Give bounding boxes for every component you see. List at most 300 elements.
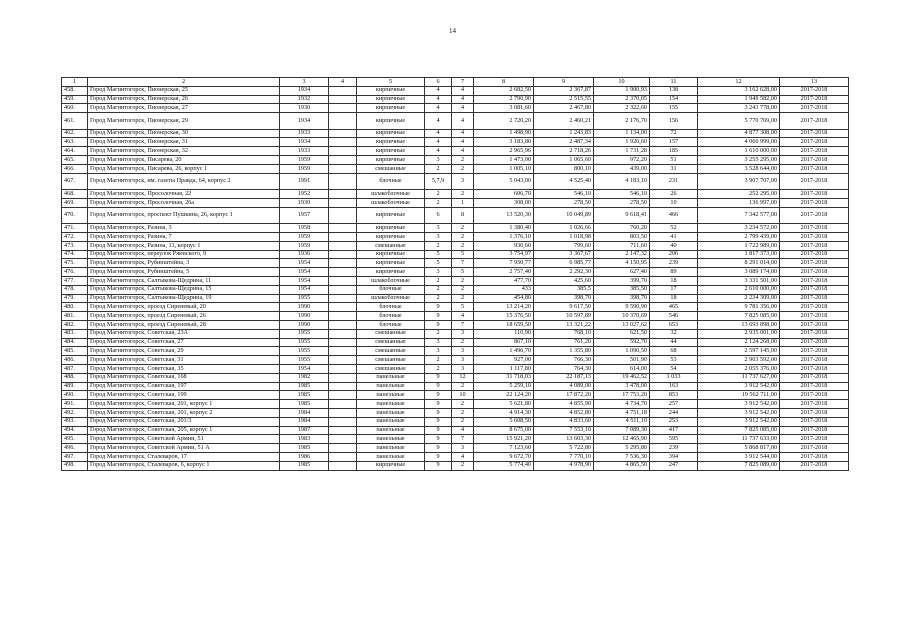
cell-residential-area: 761,20 — [534, 338, 594, 347]
cell-row-number: 485. — [62, 347, 88, 356]
cell-private-area: 398,70 — [594, 294, 650, 303]
table-row — [62, 207, 849, 224]
cell-residents: 853 — [650, 391, 698, 400]
cell-repair-period: 2017-2018 — [780, 303, 849, 312]
cell-row-number: 463. — [62, 138, 88, 147]
cell-entrances: 4 — [452, 452, 474, 461]
table-row — [62, 138, 849, 147]
cell-residential-area: 1 026,66 — [534, 224, 594, 233]
cell-year-renovated — [329, 365, 357, 374]
cell-repair-cost: 3 331 501,00 — [698, 277, 780, 286]
cell-residents: 1 033 — [650, 373, 698, 382]
cell-wall-material: блочные — [357, 312, 425, 321]
cell-address: Город Магнитогорск, Сталеваров, 6, корпус 1 — [88, 461, 280, 470]
cell-private-area: 1 731,28 — [594, 147, 650, 156]
cell-private-area: 19 462,52 — [594, 373, 650, 382]
cell-year-renovated — [329, 338, 357, 347]
cell-residents: 68 — [650, 347, 698, 356]
cell-year-renovated — [329, 198, 357, 207]
cell-residential-area: 2 487,34 — [534, 138, 594, 147]
cell-repair-cost: 8 291 014,00 — [698, 259, 780, 268]
table-row — [62, 321, 849, 330]
cell-total-area: 867,10 — [474, 338, 534, 347]
cell-private-area: 711,60 — [594, 241, 650, 250]
cell-residential-area: 2 515,55 — [534, 95, 594, 104]
cell-entrances: 2 — [452, 156, 474, 165]
cell-total-area: 4 914,30 — [474, 409, 534, 418]
cell-floors: 2 — [425, 241, 452, 250]
cell-residential-area: 4 855,90 — [534, 400, 594, 409]
cell-repair-period: 2017-2018 — [780, 321, 849, 330]
cell-residential-area: 7 770,10 — [534, 452, 594, 461]
cell-total-area: 5 621,80 — [474, 400, 534, 409]
column-header-year-built: 3 — [280, 78, 329, 87]
cell-total-area: 2 965,96 — [474, 147, 534, 156]
cell-residents: 239 — [650, 259, 698, 268]
cell-row-number: 475. — [62, 259, 88, 268]
cell-repair-period: 2017-2018 — [780, 113, 849, 130]
cell-repair-cost: 7 825 089,00 — [698, 461, 780, 470]
cell-repair-cost: 1 949 582,00 — [698, 95, 780, 104]
table-row — [62, 373, 849, 382]
cell-total-area: 5 259,10 — [474, 382, 534, 391]
cell-residents: 18 — [650, 277, 698, 286]
cell-repair-period: 2017-2018 — [780, 391, 849, 400]
column-header-floors: 6 — [425, 78, 452, 87]
cell-wall-material: панельные — [357, 373, 425, 382]
cell-floors: 9 — [425, 426, 452, 435]
cell-residential-area: 1 065,60 — [534, 156, 594, 165]
cell-entrances: 4 — [452, 312, 474, 321]
cell-repair-period: 2017-2018 — [780, 426, 849, 435]
cell-total-area: 5 608,50 — [474, 417, 534, 426]
table-row — [62, 294, 849, 303]
cell-address: Город Магнитогорск, Салтыкова-Щедрина, 11 — [88, 277, 280, 286]
cell-address: Город Магнитогорск, Советская, 205, корпус 1 — [88, 426, 280, 435]
cell-residents: 51 — [650, 156, 698, 165]
cell-private-area: 17 753,20 — [594, 391, 650, 400]
cell-floors: 5 — [425, 250, 452, 259]
cell-year-renovated — [329, 435, 357, 444]
column-header-repair-cost: 12 — [698, 78, 780, 87]
cell-address: Город Магнитогорск, Салтыкова-Щедрина, 19 — [88, 294, 280, 303]
cell-private-area: 2 370,05 — [594, 95, 650, 104]
cell-entrances: 12 — [452, 373, 474, 382]
cell-floors: 4 — [425, 147, 452, 156]
cell-repair-period: 2017-2018 — [780, 400, 849, 409]
cell-total-area: 1 005,10 — [474, 164, 534, 173]
cell-address: Город Магнитогорск, проезд Сиреневый, 20 — [88, 303, 280, 312]
cell-wall-material: шлакоблочные — [357, 277, 425, 286]
cell-address: Город Магнитогорск, Разина, 7 — [88, 233, 280, 242]
cell-wall-material: кирпичные — [357, 224, 425, 233]
cell-residents: 72 — [650, 129, 698, 138]
cell-repair-period: 2017-2018 — [780, 259, 849, 268]
cell-wall-material: кирпичные — [357, 113, 425, 130]
cell-row-number: 492. — [62, 409, 88, 418]
cell-repair-cost: 2 903 592,00 — [698, 356, 780, 365]
cell-row-number: 470. — [62, 207, 88, 224]
cell-floors: 2 — [425, 285, 452, 294]
cell-year-built: 1985 — [280, 444, 329, 453]
cell-year-renovated — [329, 285, 357, 294]
cell-private-area: 4 734,70 — [594, 400, 650, 409]
cell-residential-area: 7 553,10 — [534, 426, 594, 435]
cell-floors: 2 — [425, 329, 452, 338]
cell-repair-cost: 3 912 542,00 — [698, 382, 780, 391]
cell-entrances: 3 — [452, 444, 474, 453]
cell-address: Город Магнитогорск, Советская, 168 — [88, 373, 280, 382]
cell-wall-material: панельные — [357, 382, 425, 391]
cell-repair-cost: 5 868 817,00 — [698, 444, 780, 453]
cell-floors: 6 — [425, 207, 452, 224]
cell-year-built: 1936 — [280, 250, 329, 259]
cell-wall-material: кирпичные — [357, 233, 425, 242]
cell-private-area: 1 090,50 — [594, 347, 650, 356]
cell-entrances: 5 — [452, 268, 474, 277]
table-row — [62, 312, 849, 321]
cell-repair-cost: 3 912 542,00 — [698, 400, 780, 409]
cell-repair-period: 2017-2018 — [780, 233, 849, 242]
cell-row-number: 480. — [62, 303, 88, 312]
cell-private-area: 4 511,10 — [594, 417, 650, 426]
cell-private-area: 2 176,70 — [594, 113, 650, 130]
cell-residents: 247 — [650, 461, 698, 470]
cell-floors: 9 — [425, 321, 452, 330]
cell-floors: 4 — [425, 95, 452, 104]
cell-address: Город Магнитогорск, Сталеваров, 17 — [88, 452, 280, 461]
cell-wall-material: кирпичные — [357, 104, 425, 113]
cell-address: Город Магнитогорск, Советская, 199 — [88, 391, 280, 400]
cell-row-number: 488. — [62, 373, 88, 382]
cell-floors: 4 — [425, 113, 452, 130]
cell-year-renovated — [329, 138, 357, 147]
cell-entrances: 7 — [452, 321, 474, 330]
cell-private-area: 5 295,80 — [594, 444, 650, 453]
cell-floors: 2 — [425, 190, 452, 199]
cell-private-area: 1 900,93 — [594, 86, 650, 95]
cell-private-area: 501,90 — [594, 356, 650, 365]
column-header-residential-area: 9 — [534, 78, 594, 87]
cell-repair-cost: 3 907 707,00 — [698, 173, 780, 190]
cell-residents: 239 — [650, 444, 698, 453]
cell-year-renovated — [329, 356, 357, 365]
cell-year-built: 1985 — [280, 382, 329, 391]
cell-repair-period: 2017-2018 — [780, 241, 849, 250]
cell-year-built: 1955 — [280, 338, 329, 347]
cell-year-renovated — [329, 95, 357, 104]
cell-repair-period: 2017-2018 — [780, 285, 849, 294]
cell-entrances: 3 — [452, 329, 474, 338]
cell-year-built: 1955 — [280, 329, 329, 338]
cell-repair-cost: 3 089 174,00 — [698, 268, 780, 277]
cell-wall-material: блочные — [357, 173, 425, 190]
cell-residential-area: 10 597,89 — [534, 312, 594, 321]
table-row — [62, 173, 849, 190]
cell-repair-cost: 1 817 373,00 — [698, 250, 780, 259]
cell-address: Город Магнитогорск, Советская, 27 — [88, 338, 280, 347]
cell-repair-period: 2017-2018 — [780, 409, 849, 418]
cell-repair-period: 2017-2018 — [780, 435, 849, 444]
cell-floors: 3 — [425, 338, 452, 347]
cell-wall-material: панельные — [357, 426, 425, 435]
cell-residents: 41 — [650, 233, 698, 242]
cell-wall-material: смешанные — [357, 347, 425, 356]
cell-residents: 17 — [650, 285, 698, 294]
cell-year-renovated — [329, 233, 357, 242]
cell-year-built: 1985 — [280, 461, 329, 470]
cell-address: Город Магнитогорск, Салтыкова-Щедрина, 15 — [88, 285, 280, 294]
cell-private-area: 2 147,32 — [594, 250, 650, 259]
cell-address: Город Магнитогорск, Советская, 23А — [88, 329, 280, 338]
table-row — [62, 303, 849, 312]
cell-repair-cost: 3 234 572,00 — [698, 224, 780, 233]
table-row — [62, 382, 849, 391]
table-row — [62, 147, 849, 156]
table-row — [62, 356, 849, 365]
cell-wall-material: панельные — [357, 452, 425, 461]
cell-year-renovated — [329, 129, 357, 138]
cell-row-number: 465. — [62, 156, 88, 165]
cell-repair-cost: 1 610 000,00 — [698, 147, 780, 156]
cell-address: Город Магнитогорск, Советская, 201, корпус 2 — [88, 409, 280, 418]
cell-private-area: 4 751,18 — [594, 409, 650, 418]
cell-year-built: 1934 — [280, 86, 329, 95]
cell-address: Город Магнитогорск, Разина, 13, корпус 1 — [88, 241, 280, 250]
cell-wall-material: шлакоблочные — [357, 198, 425, 207]
cell-row-number: 484. — [62, 338, 88, 347]
cell-repair-cost: 136 997,00 — [698, 198, 780, 207]
cell-year-built: 1930 — [280, 198, 329, 207]
cell-repair-cost: 13 693 898,00 — [698, 321, 780, 330]
cell-total-area: 1 380,40 — [474, 224, 534, 233]
cell-repair-cost: 3 528 644,00 — [698, 164, 780, 173]
cell-wall-material: панельные — [357, 417, 425, 426]
cell-year-built: 1987 — [280, 426, 329, 435]
cell-residential-area: 1 018,98 — [534, 233, 594, 242]
cell-address: Город Магнитогорск, Советская, 31 — [88, 356, 280, 365]
cell-residential-area: 766,30 — [534, 356, 594, 365]
cell-residents: 653 — [650, 321, 698, 330]
cell-repair-period: 2017-2018 — [780, 86, 849, 95]
cell-year-built: 1954 — [280, 285, 329, 294]
cell-wall-material: смешанные — [357, 365, 425, 374]
cell-address: Город Магнитогорск, проезд Сиреневый, 26 — [88, 312, 280, 321]
cell-private-area: 760,20 — [594, 224, 650, 233]
cell-residential-area: 2 467,80 — [534, 104, 594, 113]
cell-repair-period: 2017-2018 — [780, 156, 849, 165]
cell-residents: 40 — [650, 241, 698, 250]
cell-row-number: 458. — [62, 86, 88, 95]
cell-repair-cost: 252 295,00 — [698, 190, 780, 199]
cell-entrances: 4 — [452, 113, 474, 130]
table-row — [62, 233, 849, 242]
cell-entrances: 2 — [452, 224, 474, 233]
cell-private-area: 9 618,41 — [594, 207, 650, 224]
cell-total-area: 3 754,97 — [474, 250, 534, 259]
cell-row-number: 479. — [62, 294, 88, 303]
cell-row-number: 495. — [62, 435, 88, 444]
table-row — [62, 198, 849, 207]
cell-address: Город Магнитогорск, Рубинштейна, 5 — [88, 268, 280, 277]
table-row — [62, 156, 849, 165]
cell-address: Город Магнитогорск, проспект Пушкина, 26, корпус 1 — [88, 207, 280, 224]
cell-residents: 206 — [650, 250, 698, 259]
cell-wall-material: смешанные — [357, 356, 425, 365]
cell-floors: 9 — [425, 444, 452, 453]
cell-total-area: 308,00 — [474, 198, 534, 207]
cell-year-renovated — [329, 277, 357, 286]
cell-address: Город Магнитогорск, Рубинштейна, 3 — [88, 259, 280, 268]
cell-repair-period: 2017-2018 — [780, 277, 849, 286]
cell-residents: 231 — [650, 173, 698, 190]
cell-address: Город Магнитогорск, Советская, 197 — [88, 382, 280, 391]
table-row — [62, 224, 849, 233]
cell-year-built: 1990 — [280, 312, 329, 321]
cell-total-area: 15 921,20 — [474, 435, 534, 444]
cell-address: Город Магнитогорск, Писарева, 20 — [88, 156, 280, 165]
cell-year-built: 1984 — [280, 417, 329, 426]
cell-repair-cost: 19 562 711,00 — [698, 391, 780, 400]
cell-repair-period: 2017-2018 — [780, 461, 849, 470]
cell-residential-area: 13 603,30 — [534, 435, 594, 444]
cell-year-built: 1985 — [280, 391, 329, 400]
cell-wall-material: панельные — [357, 409, 425, 418]
cell-floors: 2 — [425, 198, 452, 207]
cell-residential-area: 4 525,40 — [534, 173, 594, 190]
cell-residential-area: 1 243,83 — [534, 129, 594, 138]
cell-repair-period: 2017-2018 — [780, 190, 849, 199]
cell-total-area: 1 376,10 — [474, 233, 534, 242]
cell-residents: 89 — [650, 268, 698, 277]
cell-entrances: 2 — [452, 285, 474, 294]
cell-repair-cost: 2 234 309,00 — [698, 294, 780, 303]
cell-year-renovated — [329, 391, 357, 400]
cell-floors: 3 — [425, 224, 452, 233]
cell-floors: 9 — [425, 417, 452, 426]
column-header-total-area: 8 — [474, 78, 534, 87]
cell-floors: 9 — [425, 382, 452, 391]
cell-entrances: 2 — [452, 190, 474, 199]
cell-residential-area: 425,60 — [534, 277, 594, 286]
cell-wall-material: смешанные — [357, 338, 425, 347]
table-row — [62, 435, 849, 444]
table-row — [62, 426, 849, 435]
cell-entrances: 2 — [452, 233, 474, 242]
cell-residents: 185 — [650, 147, 698, 156]
cell-entrances: 2 — [452, 382, 474, 391]
cell-floors: 9 — [425, 391, 452, 400]
cell-repair-period: 2017-2018 — [780, 173, 849, 190]
cell-row-number: 461. — [62, 113, 88, 130]
cell-floors: 9 — [425, 373, 452, 382]
cell-address: Город Магнитогорск, проезд Сиреневый, 28 — [88, 321, 280, 330]
cell-row-number: 477. — [62, 277, 88, 286]
page-number: 14 — [449, 27, 456, 35]
cell-entrances: 5 — [452, 303, 474, 312]
cell-address: Город Магнитогорск, Просолочная, 22 — [88, 190, 280, 199]
cell-year-renovated — [329, 113, 357, 130]
cell-total-area: 927,00 — [474, 356, 534, 365]
cell-total-area: 22 124,20 — [474, 391, 534, 400]
cell-row-number: 474. — [62, 250, 88, 259]
cell-private-area: 10 370,69 — [594, 312, 650, 321]
cell-repair-period: 2017-2018 — [780, 138, 849, 147]
cell-year-built: 1934 — [280, 113, 329, 130]
cell-repair-cost: 11 737 633,00 — [698, 435, 780, 444]
cell-repair-period: 2017-2018 — [780, 444, 849, 453]
cell-year-renovated — [329, 224, 357, 233]
table-row — [62, 329, 849, 338]
cell-residents: 26 — [650, 190, 698, 199]
cell-private-area: 972,20 — [594, 156, 650, 165]
cell-floors: 4 — [425, 129, 452, 138]
cell-wall-material: блочные — [357, 303, 425, 312]
cell-year-renovated — [329, 173, 357, 190]
cell-address: Город Магнитогорск, Пионерская, 25 — [88, 86, 280, 95]
cell-residential-area: 385,5 — [534, 285, 594, 294]
cell-floors: 9 — [425, 409, 452, 418]
cell-address: Город Магнитогорск, Советская, 201, корпус 1 — [88, 400, 280, 409]
cell-row-number: 473. — [62, 241, 88, 250]
cell-private-area: 621,50 — [594, 329, 650, 338]
cell-total-area: 31 718,03 — [474, 373, 534, 382]
cell-private-area: 592,70 — [594, 338, 650, 347]
cell-floors: 2 — [425, 277, 452, 286]
cell-private-area: 7 089,30 — [594, 426, 650, 435]
cell-residents: 253 — [650, 417, 698, 426]
cell-row-number: 472. — [62, 233, 88, 242]
cell-residential-area: 13 321,22 — [534, 321, 594, 330]
cell-wall-material: панельные — [357, 400, 425, 409]
cell-address: Город Магнитогорск, Советская, 201/3 — [88, 417, 280, 426]
cell-entrances: 1 — [452, 198, 474, 207]
cell-private-area: 614,00 — [594, 365, 650, 374]
cell-residents: 546 — [650, 312, 698, 321]
cell-floors: 3 — [425, 233, 452, 242]
cell-row-number: 468. — [62, 190, 88, 199]
cell-total-area: 18 659,50 — [474, 321, 534, 330]
cell-year-built: 1990 — [280, 321, 329, 330]
cell-floors: 3 — [425, 347, 452, 356]
cell-total-area: 13 214,20 — [474, 303, 534, 312]
cell-private-area: 2 322,60 — [594, 104, 650, 113]
column-header-residents: 11 — [650, 78, 698, 87]
cell-entrances: 4 — [452, 95, 474, 104]
cell-residents: 157 — [650, 138, 698, 147]
cell-repair-period: 2017-2018 — [780, 452, 849, 461]
cell-year-built: 1955 — [280, 356, 329, 365]
cell-row-number: 466. — [62, 164, 88, 173]
cell-residential-area: 4 978,90 — [534, 461, 594, 470]
cell-entrances: 2 — [452, 461, 474, 470]
cell-wall-material: шлакоблочные — [357, 294, 425, 303]
cell-address: Город Магнитогорск, им. газеты Правда, 64, корпус 2 — [88, 173, 280, 190]
cell-year-renovated — [329, 400, 357, 409]
cell-year-renovated — [329, 156, 357, 165]
cell-residential-area: 2 367,87 — [534, 86, 594, 95]
cell-year-built: 1955 — [280, 294, 329, 303]
cell-address: Город Магнитогорск, Писарева, 26, корпус 1 — [88, 164, 280, 173]
cell-year-built: 1932 — [280, 95, 329, 104]
cell-total-area: 1 117,80 — [474, 365, 534, 374]
cell-total-area: 2 790,90 — [474, 95, 534, 104]
cell-entrances: 8 — [452, 207, 474, 224]
cell-repair-cost: 7 825 085,00 — [698, 312, 780, 321]
cell-year-renovated — [329, 409, 357, 418]
cell-row-number: 469. — [62, 198, 88, 207]
cell-repair-cost: 7 825 085,00 — [698, 426, 780, 435]
